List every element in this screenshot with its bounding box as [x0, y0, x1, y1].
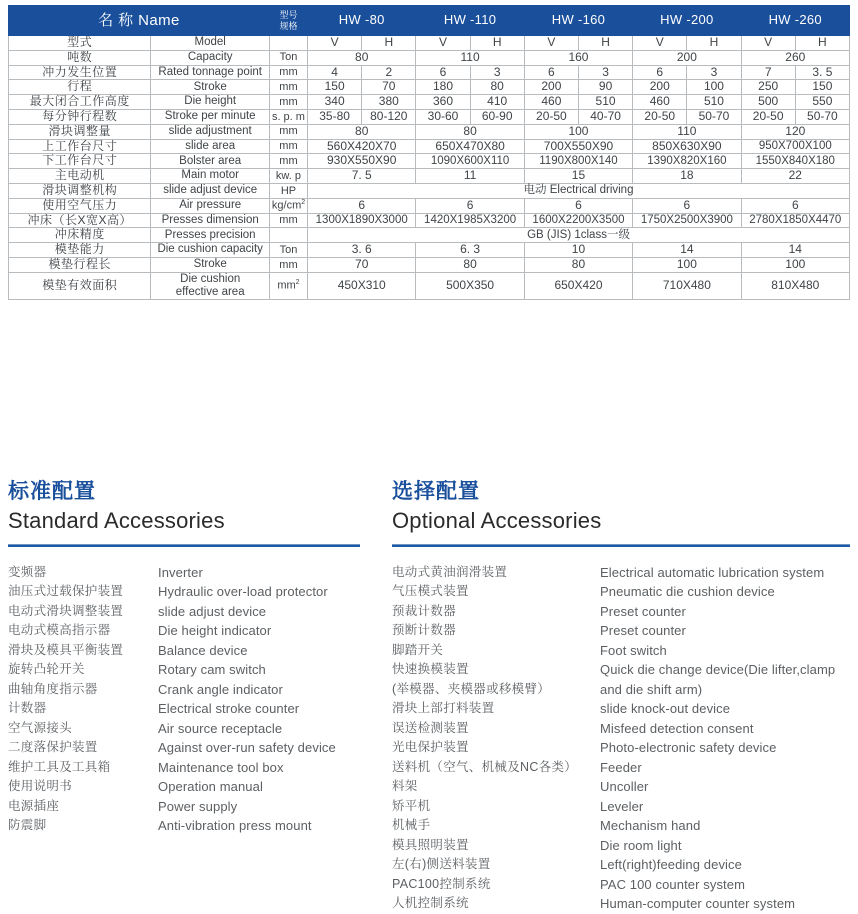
table-row: [9, 272, 850, 299]
list-item: [392, 875, 850, 895]
list-item: [392, 621, 850, 641]
cell-value: 2: [362, 65, 416, 80]
list-item: [8, 602, 360, 622]
cell-value: 电动 Electrical driving: [308, 183, 850, 198]
cell-value: 1600X2200X3500: [524, 213, 632, 228]
row-unit: s. p. m: [269, 109, 307, 124]
standard-accessory-item-en: Die height indicator: [158, 623, 272, 639]
cell-value: 6: [633, 65, 687, 80]
standard-accessory-item-cn: 电动式模高指示器: [8, 623, 111, 638]
cell-value: H: [795, 36, 849, 51]
row-label-cn: 下工作台尺寸: [9, 154, 151, 169]
cell-value: 100: [524, 124, 632, 139]
list-item: [392, 836, 850, 856]
optional-accessory-item-cn: 左(右)侧送料装置: [392, 857, 491, 872]
row-label-en: Die cushion effective area: [151, 272, 269, 299]
cell-value: V: [633, 36, 687, 51]
row-unit: mm: [269, 95, 307, 110]
table-row: [9, 139, 850, 154]
table-row: [9, 243, 850, 258]
list-item: [392, 758, 850, 778]
standard-accessory-item-cn: 旋转凸轮开关: [8, 662, 85, 677]
table-row: [9, 95, 850, 110]
standard-accessory-item-cn: 二度落保护装置: [8, 740, 98, 755]
cell-value: 60-90: [470, 109, 524, 124]
list-item: [8, 719, 360, 739]
header-model-3: HW -160: [524, 6, 632, 36]
cell-value: V: [308, 36, 362, 51]
row-label-en: Die cushion capacity: [151, 243, 269, 258]
cell-value: 510: [687, 95, 741, 110]
row-label-cn: 滑块调整量: [9, 124, 151, 139]
optional-accessory-item-en: Die room light: [600, 837, 682, 853]
row-label-cn: 吨数: [9, 50, 151, 65]
standard-accessory-item-cn: 防震脚: [8, 818, 47, 833]
standard-accessory-item-en: Maintenance tool box: [158, 759, 284, 775]
list-item: [8, 699, 360, 719]
list-item: [392, 699, 850, 719]
optional-accessory-item-cn: 电动式黄油润滑装置: [392, 564, 508, 579]
header-unit-cell: 型号 规格: [269, 6, 307, 36]
cell-value: 150: [795, 80, 849, 95]
row-label-cn: 冲力发生位置: [9, 65, 151, 80]
optional-accessory-item-cn: 矫平机: [392, 798, 431, 813]
cell-value: 7: [741, 65, 795, 80]
row-label-cn: 模垫行程长: [9, 257, 151, 272]
cell-value: H: [687, 36, 741, 51]
standard-accessory-item-en: Operation manual: [158, 779, 263, 795]
standard-accessories-title-cn: 标准配置: [8, 480, 96, 503]
row-unit: mm: [269, 154, 307, 169]
list-item: [392, 719, 850, 739]
specification-table-body: [9, 6, 850, 300]
cell-value: GB (JIS) 1class一级: [308, 228, 850, 243]
row-label-cn: 冲床（长X宽X高）: [9, 213, 151, 228]
cell-value: 1390X820X160: [633, 154, 741, 169]
row-unit: HP: [269, 183, 307, 198]
standard-accessory-item-cn: 使用说明书: [8, 779, 73, 794]
standard-accessory-item-en: Balance device: [158, 642, 248, 658]
cell-value: 90: [578, 80, 632, 95]
list-item: [392, 816, 850, 836]
cell-value: 180: [416, 80, 470, 95]
cell-value: V: [416, 36, 470, 51]
row-unit: Ton: [269, 50, 307, 65]
optional-accessory-item-en: Feeder: [600, 759, 642, 775]
optional-accessory-item-cn: PAC100控制系统: [392, 876, 491, 891]
optional-accessory-item-en: Pneumatic die cushion device: [600, 584, 775, 600]
row-unit: mm: [269, 65, 307, 80]
cell-value: 50-70: [687, 109, 741, 124]
row-unit: mm: [269, 139, 307, 154]
cell-value: 510: [578, 95, 632, 110]
cell-value: 14: [741, 243, 849, 258]
standard-accessory-item-cn: 维护工具及工具箱: [8, 759, 111, 774]
header-model-5: HW -260: [741, 6, 849, 36]
list-item: [392, 660, 850, 680]
optional-accessory-item-cn: 光电保护装置: [392, 740, 469, 755]
cell-value: 100: [633, 257, 741, 272]
list-item: [392, 563, 850, 583]
row-label-en: Rated tonnage point: [151, 65, 269, 80]
row-label-cn: 使用空气压力: [9, 198, 151, 213]
list-item: [8, 641, 360, 661]
standard-accessory-item-en: Inverter: [158, 564, 203, 580]
standard-accessory-item-cn: 油压式过载保护装置: [8, 584, 124, 599]
list-item: [392, 738, 850, 758]
header-model-2: HW -110: [416, 6, 524, 36]
optional-accessories-section: [392, 478, 850, 914]
cell-value: 200: [524, 80, 578, 95]
cell-value: 80: [524, 257, 632, 272]
cell-value: 6: [741, 198, 849, 213]
cell-value: 35-80: [308, 109, 362, 124]
cell-value: 3: [578, 65, 632, 80]
cell-value: 550: [795, 95, 849, 110]
cell-value: 7. 5: [308, 169, 416, 184]
standard-accessory-item-en: Rotary cam switch: [158, 662, 266, 678]
standard-accessories-list: [8, 563, 360, 836]
cell-value: 950X700X100: [741, 139, 849, 154]
cell-value: 3: [687, 65, 741, 80]
cell-value: H: [470, 36, 524, 51]
table-row: [9, 109, 850, 124]
table-row: [9, 228, 850, 243]
cell-value: 1420X1985X3200: [416, 213, 524, 228]
row-label-en: Air pressure: [151, 198, 269, 213]
list-item: [392, 894, 850, 914]
table-row: [9, 198, 850, 213]
cell-value: 110: [633, 124, 741, 139]
cell-value: 460: [633, 95, 687, 110]
row-unit: mm: [269, 124, 307, 139]
list-item: [392, 680, 850, 700]
cell-value: 700X550X90: [524, 139, 632, 154]
cell-value: 1300X1890X3000: [308, 213, 416, 228]
row-label-en: slide adjustment: [151, 124, 269, 139]
table-row: [9, 169, 850, 184]
cell-value: 410: [470, 95, 524, 110]
standard-accessory-item-cn: 空气源接头: [8, 720, 73, 735]
optional-accessory-item-en: Quick die change device(Die lifter,clamp: [600, 662, 836, 678]
standard-accessories-divider: [8, 544, 360, 547]
cell-value: 3. 5: [795, 65, 849, 80]
cell-value: 18: [633, 169, 741, 184]
row-label-cn: 每分钟行程数: [9, 109, 151, 124]
row-label-en: Stroke per minute: [151, 109, 269, 124]
cell-value: 1190X800X140: [524, 154, 632, 169]
optional-accessory-item-en: Photo-electronic safety device: [600, 740, 777, 756]
optional-accessory-item-en: PAC 100 counter system: [600, 876, 746, 892]
optional-accessories-title-en: Optional Accessories: [392, 508, 602, 534]
cell-value: 710X480: [633, 272, 741, 299]
cell-value: 1550X840X180: [741, 154, 849, 169]
row-label-en: slide area: [151, 139, 269, 154]
cell-value: 80: [470, 80, 524, 95]
standard-accessory-item-en: Power supply: [158, 798, 238, 814]
row-label-cn: 冲床精度: [9, 228, 151, 243]
cell-value: 3: [470, 65, 524, 80]
cell-value: 20-50: [633, 109, 687, 124]
cell-value: 500X350: [416, 272, 524, 299]
cell-value: 80: [416, 124, 524, 139]
table-row: [9, 80, 850, 95]
optional-accessory-item-cn: 送料机（空气、机械及NC各类）: [392, 759, 578, 774]
table-row: [9, 36, 850, 51]
standard-accessory-item-cn: 变频器: [8, 564, 47, 579]
cell-value: 2780X1850X4470: [741, 213, 849, 228]
standard-accessories-section: [8, 478, 360, 836]
cell-value: 70: [362, 80, 416, 95]
optional-accessories-list: [392, 563, 850, 914]
optional-accessory-item-cn: (举模器、夹模器或移模臂）: [392, 681, 551, 696]
row-unit: mm: [269, 80, 307, 95]
standard-accessory-item-cn: 计数器: [8, 701, 47, 716]
cell-value: 40-70: [578, 109, 632, 124]
cell-value: 11: [416, 169, 524, 184]
standard-accessories-title-en: Standard Accessories: [8, 508, 225, 534]
list-item: [392, 797, 850, 817]
optional-accessory-item-en: Misfeed detection consent: [600, 720, 754, 736]
cell-value: H: [578, 36, 632, 51]
table-row: [9, 124, 850, 139]
list-item: [8, 738, 360, 758]
cell-value: 80: [416, 257, 524, 272]
optional-accessory-item-cn: 气压模式装置: [392, 584, 469, 599]
list-item: [8, 621, 360, 641]
optional-accessory-item-cn: 滑块上部打料装置: [392, 701, 495, 716]
optional-accessory-item-en: Left(right)feeding device: [600, 857, 742, 873]
optional-accessory-item-cn: 预裁计数器: [392, 603, 457, 618]
cell-value: 6: [308, 198, 416, 213]
cell-value: 560X420X70: [308, 139, 416, 154]
standard-accessory-item-cn: 曲轴角度指示器: [8, 681, 98, 696]
table-row: [9, 154, 850, 169]
standard-accessory-item-cn: 电源插座: [8, 798, 60, 813]
row-label-cn: 上工作台尺寸: [9, 139, 151, 154]
row-label-en: Presses dimension: [151, 213, 269, 228]
row-label-en: Capacity: [151, 50, 269, 65]
standard-accessory-item-cn: 滑块及模具平衡装置: [8, 642, 124, 657]
cell-value: 20-50: [741, 109, 795, 124]
optional-accessory-item-en: and die shift arm): [600, 681, 703, 697]
list-item: [8, 680, 360, 700]
optional-accessory-item-cn: 误送检测装置: [392, 720, 469, 735]
cell-value: 14: [633, 243, 741, 258]
cell-value: 22: [741, 169, 849, 184]
cell-value: 380: [362, 95, 416, 110]
row-label-cn: 最大闭合工作高度: [9, 95, 151, 110]
table-row: [9, 183, 850, 198]
header-name-cell: 名 称 Name: [9, 6, 270, 36]
cell-value: 150: [308, 80, 362, 95]
optional-accessory-item-en: Electrical automatic lubrication system: [600, 564, 825, 580]
row-label-cn: 主电动机: [9, 169, 151, 184]
cell-value: 650X470X80: [416, 139, 524, 154]
list-item: [392, 777, 850, 797]
cell-value: 10: [524, 243, 632, 258]
cell-value: 80: [308, 124, 416, 139]
specification-table-container: [8, 5, 850, 300]
table-row: [9, 213, 850, 228]
standard-accessory-item-en: slide adjust device: [158, 603, 267, 619]
cell-value: 360: [416, 95, 470, 110]
list-item: [8, 777, 360, 797]
cell-value: 460: [524, 95, 578, 110]
cell-value: 340: [308, 95, 362, 110]
cell-value: 1090X600X110: [416, 154, 524, 169]
row-label-en: Main motor: [151, 169, 269, 184]
standard-accessory-item-en: Air source receptacle: [158, 720, 283, 736]
row-unit: $mm^2$: [269, 272, 307, 299]
optional-accessory-item-cn: 快速换模装置: [392, 662, 469, 677]
cell-value: 120: [741, 124, 849, 139]
optional-accessory-item-cn: 机械手: [392, 818, 431, 833]
table-row: [9, 50, 850, 65]
row-unit: mm: [269, 213, 307, 228]
list-item: [8, 797, 360, 817]
cell-value: 15: [524, 169, 632, 184]
cell-value: 6: [524, 198, 632, 213]
list-item: [8, 563, 360, 583]
header-model-4: HW -200: [633, 6, 741, 36]
cell-value: 6. 3: [416, 243, 524, 258]
list-item: [392, 582, 850, 602]
cell-value: 200: [633, 80, 687, 95]
row-label-cn: 滑块调整机构: [9, 183, 151, 198]
row-unit: Ton: [269, 243, 307, 258]
cell-value: 160: [524, 50, 632, 65]
row-unit: $kg/cm^2$: [269, 198, 307, 213]
standard-accessory-item-en: Electrical stroke counter: [158, 701, 300, 717]
row-unit: kw. p: [269, 169, 307, 184]
optional-accessory-item-en: Uncoller: [600, 779, 649, 795]
optional-accessory-item-en: Preset counter: [600, 603, 686, 619]
standard-accessory-item-en: Crank angle indicator: [158, 681, 283, 697]
cell-value: 930X550X90: [308, 154, 416, 169]
list-item: [392, 641, 850, 661]
row-label-en: Die height: [151, 95, 269, 110]
cell-value: 6: [633, 198, 741, 213]
optional-accessory-item-en: Leveler: [600, 798, 644, 814]
cell-value: 70: [308, 257, 416, 272]
row-label-cn: 型式: [9, 36, 151, 51]
list-item: [392, 602, 850, 622]
row-unit: mm: [269, 257, 307, 272]
list-item: [8, 816, 360, 836]
cell-value: 3. 6: [308, 243, 416, 258]
row-label-en: Bolster area: [151, 154, 269, 169]
cell-value: 450X310: [308, 272, 416, 299]
cell-value: 110: [416, 50, 524, 65]
row-label-cn: 模垫能力: [9, 243, 151, 258]
list-item: [8, 758, 360, 778]
list-item: [392, 855, 850, 875]
cell-value: 6: [524, 65, 578, 80]
row-label-en: Stroke: [151, 257, 269, 272]
row-unit: [269, 36, 307, 51]
optional-accessories-title-cn: 选择配置: [392, 480, 480, 503]
list-item: [8, 582, 360, 602]
optional-accessory-item-en: slide knock-out device: [600, 701, 731, 717]
cell-value: 500: [741, 95, 795, 110]
row-label-en: Model: [151, 36, 269, 51]
cell-value: 810X480: [741, 272, 849, 299]
cell-value: 80-120: [362, 109, 416, 124]
standard-accessory-item-en: Anti-vibration press mount: [158, 818, 312, 834]
standard-accessory-item-en: Against over-run safety device: [158, 740, 336, 756]
standard-accessory-item-en: Hydraulic over-load protector: [158, 584, 328, 600]
optional-accessory-item-en: Preset counter: [600, 623, 686, 639]
cell-value: 6: [416, 65, 470, 80]
optional-accessory-item-en: Mechanism hand: [600, 818, 701, 834]
optional-accessory-item-cn: 预断计数器: [392, 623, 457, 638]
specification-table: [8, 5, 850, 300]
cell-value: 50-70: [795, 109, 849, 124]
cell-value: 260: [741, 50, 849, 65]
table-row: [9, 65, 850, 80]
list-item: [8, 660, 360, 680]
cell-value: 6: [416, 198, 524, 213]
row-label-cn: 行程: [9, 80, 151, 95]
cell-value: 100: [687, 80, 741, 95]
optional-accessory-item-en: Human-computer counter system: [600, 896, 796, 912]
header-model-1: HW -80: [308, 6, 416, 36]
table-header-row: [9, 6, 850, 36]
row-label-en: Presses precision: [151, 228, 269, 243]
cell-value: 200: [633, 50, 741, 65]
cell-value: H: [362, 36, 416, 51]
cell-value: 4: [308, 65, 362, 80]
row-label-cn: 模垫有效面积: [9, 272, 151, 299]
cell-value: 850X630X90: [633, 139, 741, 154]
optional-accessories-divider: [392, 544, 850, 547]
cell-value: 650X420: [524, 272, 632, 299]
row-label-en: Stroke: [151, 80, 269, 95]
cell-value: 1750X2500X3900: [633, 213, 741, 228]
table-row: [9, 257, 850, 272]
cell-value: 100: [741, 257, 849, 272]
cell-value: V: [524, 36, 578, 51]
cell-value: 80: [308, 50, 416, 65]
standard-accessory-item-cn: 电动式滑块调整装置: [8, 603, 124, 618]
cell-value: 30-60: [416, 109, 470, 124]
optional-accessory-item-cn: 模具照明装置: [392, 837, 469, 852]
optional-accessory-item-cn: 脚踏开关: [392, 642, 444, 657]
optional-accessory-item-cn: 人机控制系统: [392, 896, 469, 911]
cell-value: V: [741, 36, 795, 51]
row-label-en: slide adjust device: [151, 183, 269, 198]
row-unit: [269, 228, 307, 243]
optional-accessory-item-en: Foot switch: [600, 642, 667, 658]
cell-value: 250: [741, 80, 795, 95]
cell-value: 20-50: [524, 109, 578, 124]
optional-accessory-item-cn: 料架: [392, 779, 418, 794]
